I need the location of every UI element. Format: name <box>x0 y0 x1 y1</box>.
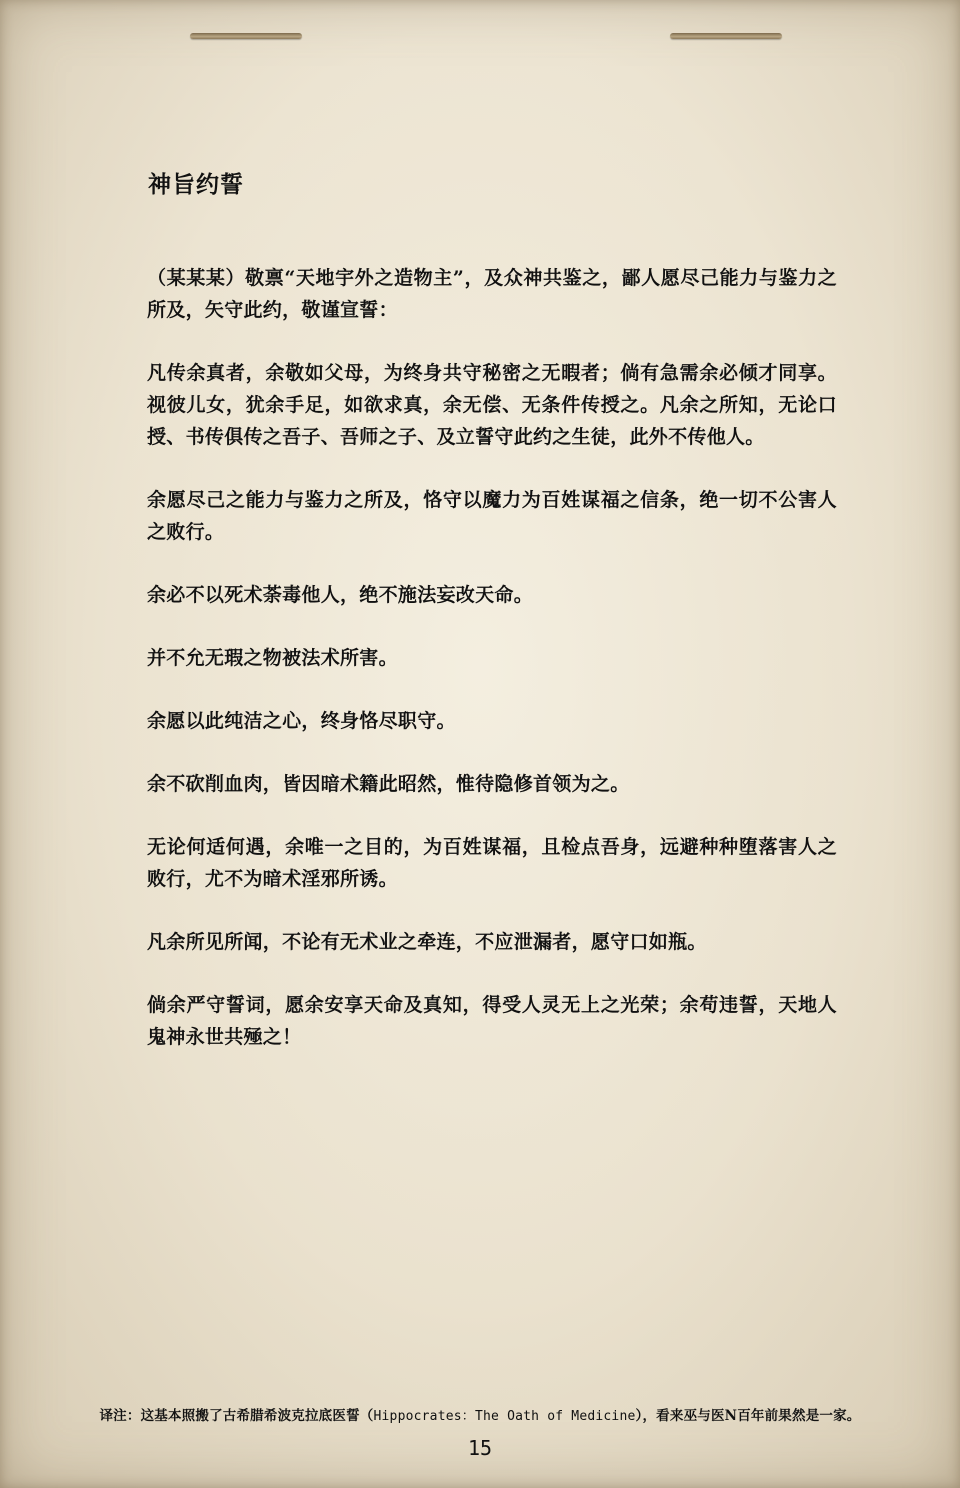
footnote-suffix: ），看来巫与医N百年前果然是一家。 <box>635 1408 861 1424</box>
binder-slot-right <box>670 33 782 39</box>
paragraph: 凡余所见所闻，不论有无术业之牵连，不应泄漏者，愿守口如瓶。 <box>147 931 707 953</box>
paragraph: 余必不以死术荼毒他人，绝不施法妄改天命。 <box>147 584 534 606</box>
paragraph: 余不砍削血肉，皆因暗术籍此昭然，惟待隐修首领为之。 <box>147 773 630 795</box>
binder-slot-left <box>190 33 302 39</box>
paragraph: 倘余严守誓词，愿余安享天命及真知，得受人灵无上之光荣；余苟违誓，天地人鬼神永世共殛之！ <box>147 994 837 1048</box>
paragraph: 余愿尽己之能力与鉴力之所及，恪守以魔力为百姓谋福之信条，绝一切不公害人之败行。 <box>147 489 837 543</box>
footnote-prefix: 译注：这基本照搬了古希腊希波克拉底医誓（ <box>99 1408 374 1424</box>
paragraph: 凡传余真者，余敬如父母，为终身共守秘密之无暇者；倘有急需余必倾才同享。视彼儿女，犹余手足，如欲求真，余无偿、无条件传授之。凡余之所知，无论口授、书传俱传之吾子、吾师之子、及立誓守此约之生徒，此外不传他人。 <box>147 362 837 448</box>
paragraph: 余愿以此纯洁之心，终身恪尽职守。 <box>147 710 456 732</box>
page-title: 神旨约誓 <box>148 171 244 198</box>
paragraph: 并不允无瑕之物被法术所害。 <box>147 647 398 669</box>
footnote-latin-title: Hippocrates：The Oath of Medicine <box>373 1409 636 1424</box>
paragraph: 无论何适何遇，余唯一之目的，为百姓谋福，且检点吾身，远避种种堕落害人之败行，尤不为暗术淫邪所诱。 <box>147 836 837 890</box>
page-number: 15 <box>467 1436 493 1460</box>
paragraph: （某某某）敬禀“天地宇外之造物主”，及众神共鉴之，鄙人愿尽己能力与鉴力之所及，矢守此约，敬谨宣誓： <box>147 267 837 321</box>
translator-footnote <box>0 1404 960 1424</box>
oath-body <box>147 262 837 1084</box>
